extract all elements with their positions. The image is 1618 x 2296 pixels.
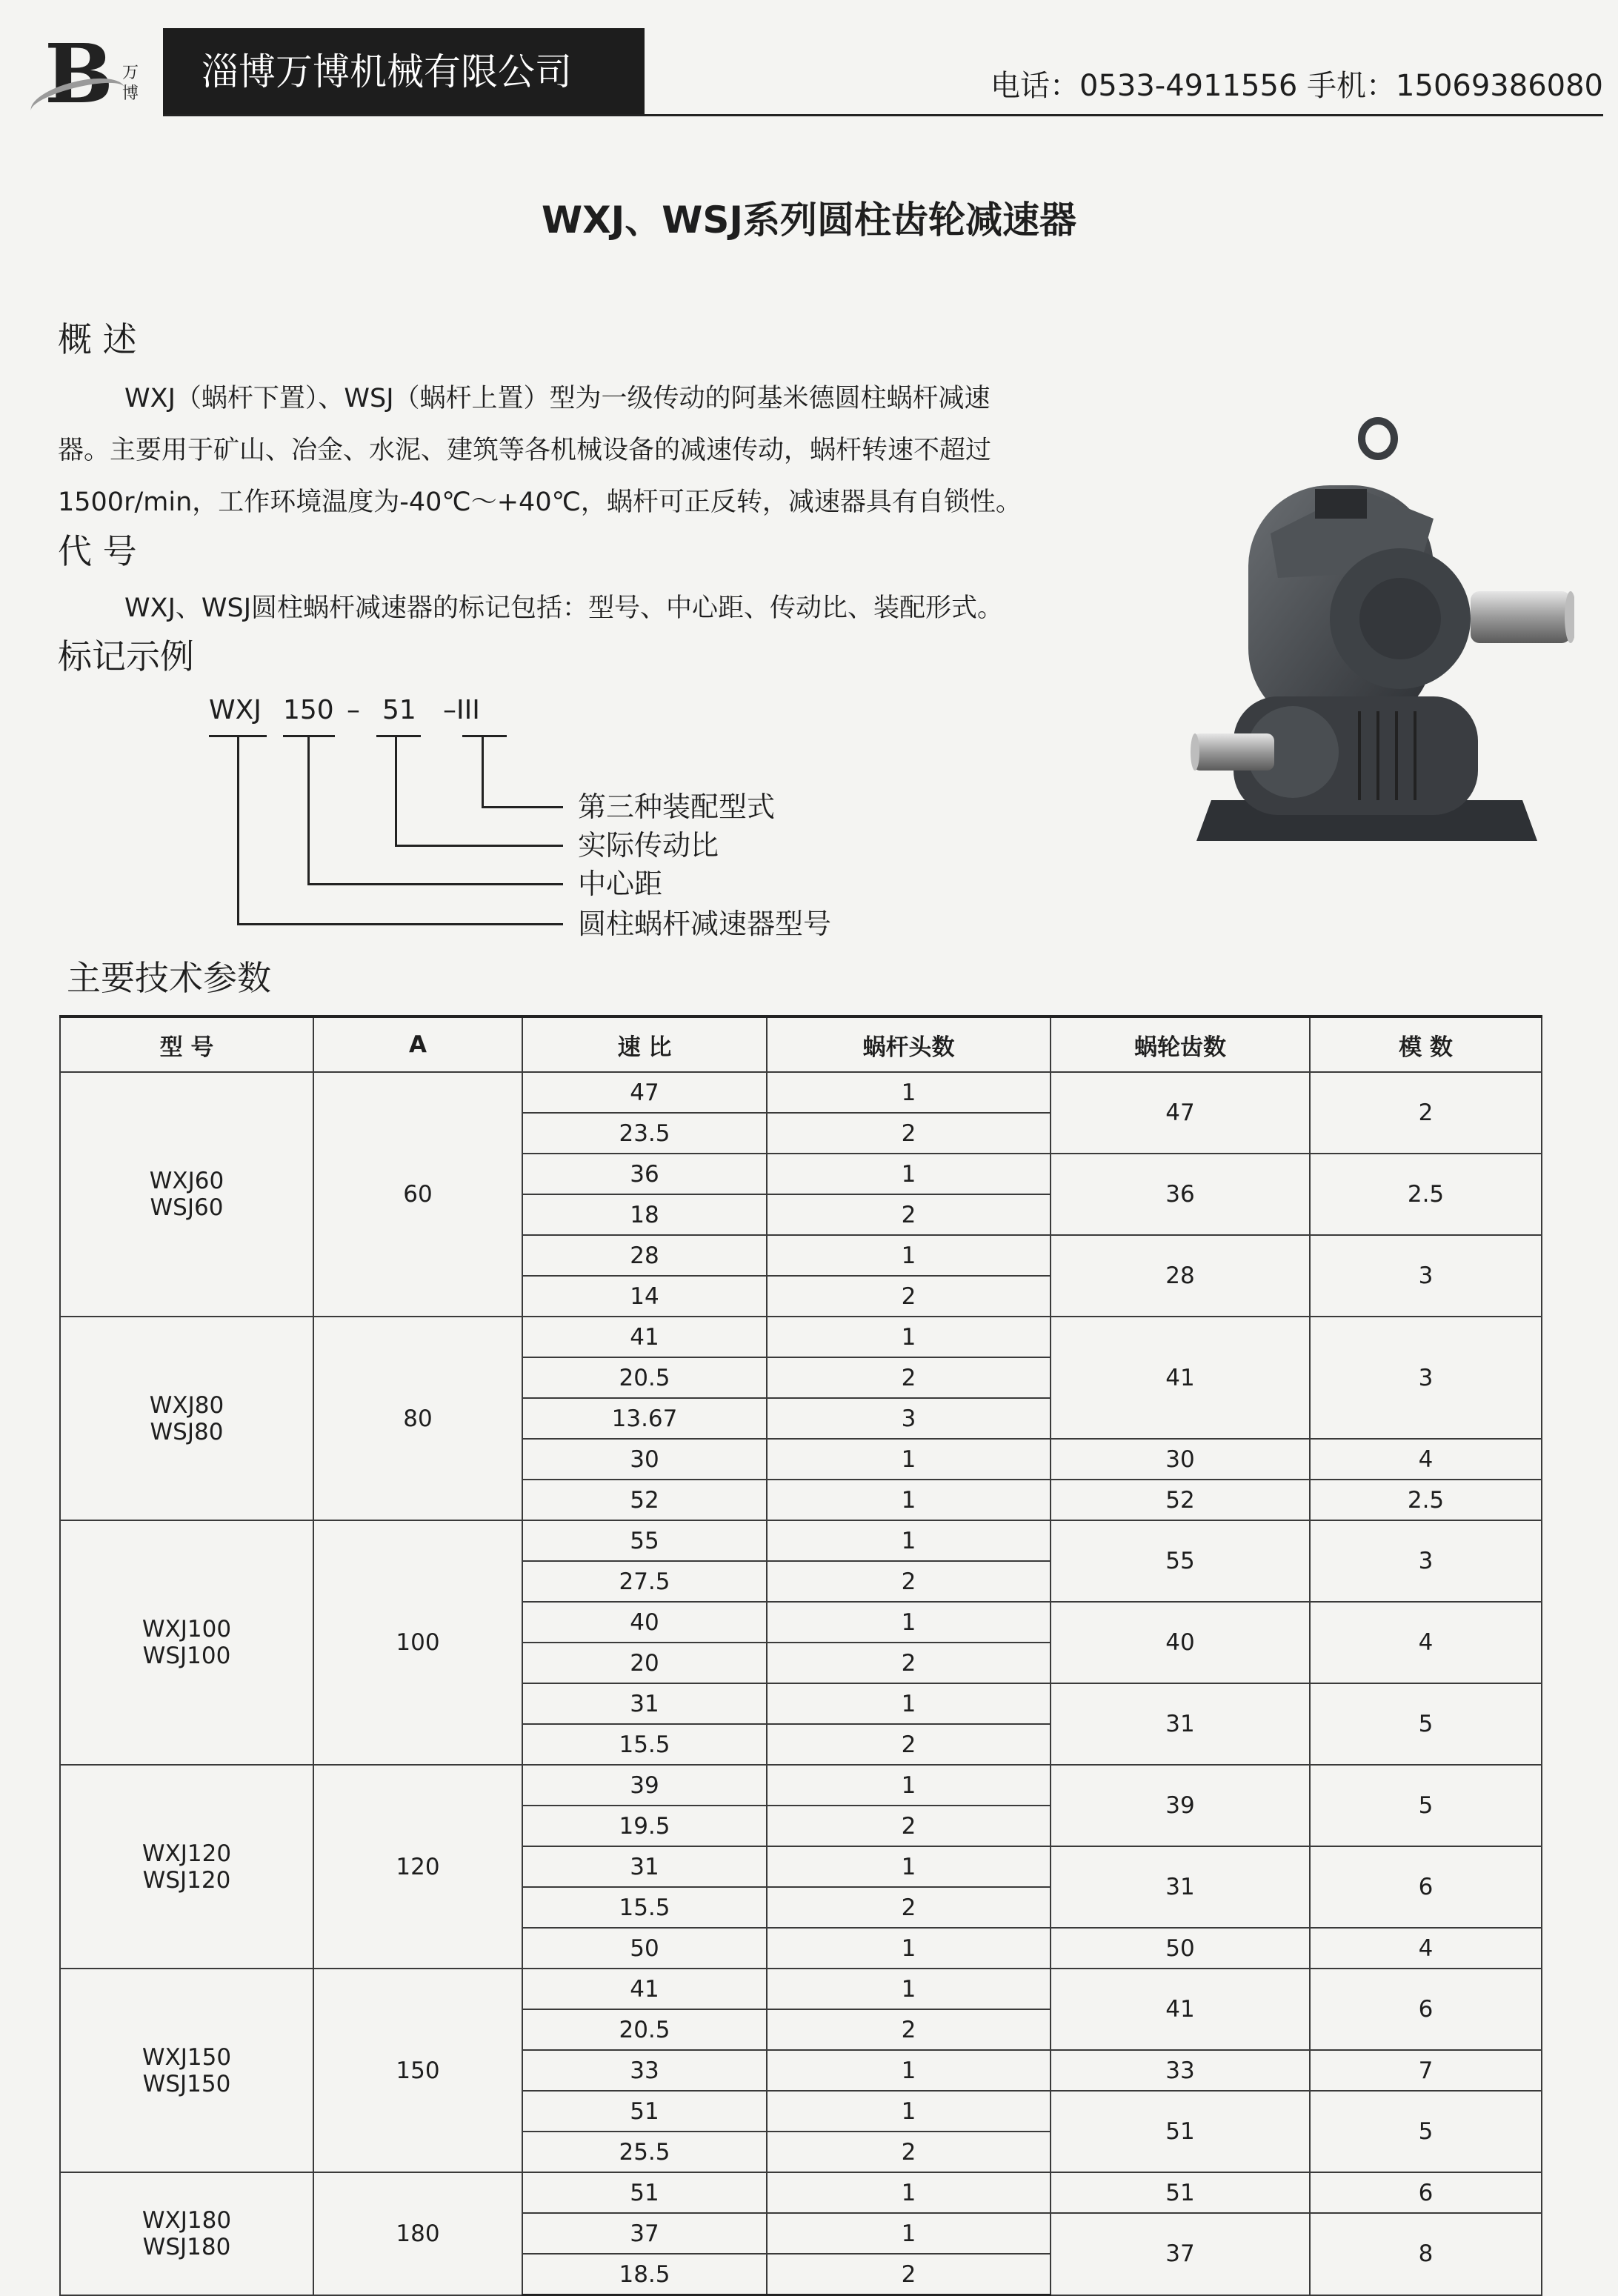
wheel-teeth-cell: 50 xyxy=(1051,1928,1310,1969)
worm-heads-cell: 2 xyxy=(767,1194,1051,1235)
module-cell: 4 xyxy=(1310,1439,1542,1480)
connector-line xyxy=(395,845,563,847)
model-name: WXJ60 xyxy=(149,1168,224,1194)
ratio-cell: 52 xyxy=(522,1480,767,1520)
ratio-cell: 20.5 xyxy=(522,1357,767,1398)
contact-info: 电话：0533-4911556 手机：15069386080 xyxy=(990,69,1603,103)
worm-heads-cell: 1 xyxy=(767,2172,1051,2213)
module-cell: 2.5 xyxy=(1310,1480,1542,1520)
ratio-cell: 37 xyxy=(522,2213,767,2254)
worm-heads-cell: 1 xyxy=(767,1154,1051,1194)
table-row xyxy=(60,1072,1542,1113)
ratio-cell: 27.5 xyxy=(522,1561,767,1602)
model-name: WSJ150 xyxy=(142,2070,231,2097)
ratio-cell: 47 xyxy=(522,1072,767,1113)
wheel-teeth-cell: 28 xyxy=(1051,1235,1310,1317)
worm-heads-cell: 1 xyxy=(767,1317,1051,1357)
company-logo xyxy=(30,26,163,122)
worm-heads-cell: 1 xyxy=(767,1846,1051,1887)
page-title: WXJ、WSJ系列圆柱齿轮减速器 xyxy=(541,199,1077,242)
wheel-teeth-cell: 31 xyxy=(1051,1683,1310,1765)
ratio-cell: 19.5 xyxy=(522,1806,767,1846)
module-cell: 2 xyxy=(1310,1072,1542,1154)
table-row xyxy=(60,2172,1542,2213)
header-rule xyxy=(163,114,1603,116)
worm-heads-cell: 1 xyxy=(767,1602,1051,1643)
module-cell: 5 xyxy=(1310,1683,1542,1765)
example-part-model: WXJ xyxy=(209,695,262,725)
worm-heads-cell: 1 xyxy=(767,1928,1051,1969)
worm-heads-cell: 1 xyxy=(767,2091,1051,2132)
model-cell xyxy=(60,1317,313,1520)
ratio-cell: 41 xyxy=(522,1317,767,1357)
table-row xyxy=(60,1520,1542,1561)
worm-heads-cell: 2 xyxy=(767,1357,1051,1398)
model-cell xyxy=(60,1520,313,1765)
worm-heads-cell: 1 xyxy=(767,1439,1051,1480)
header-center-distance: A xyxy=(313,1016,522,1072)
table-body xyxy=(60,1072,1542,2295)
ratio-cell: 51 xyxy=(522,2091,767,2132)
module-cell: 3 xyxy=(1310,1520,1542,1602)
example-label: 圆柱蜗杆减速器型号 xyxy=(578,908,832,940)
connector-line xyxy=(482,736,484,808)
center-distance-cell: 100 xyxy=(313,1520,522,1765)
ratio-cell: 41 xyxy=(522,1969,767,2009)
ratio-cell: 25.5 xyxy=(522,2132,767,2172)
module-cell: 7 xyxy=(1310,2050,1542,2091)
ratio-cell: 20 xyxy=(522,1643,767,1683)
example-label: 中心距 xyxy=(578,868,663,900)
module-cell: 5 xyxy=(1310,2091,1542,2172)
wheel-teeth-cell: 51 xyxy=(1051,2172,1310,2213)
model-name: WXJ80 xyxy=(149,1391,224,1419)
worm-heads-cell: 2 xyxy=(767,2009,1051,2050)
center-distance-cell: 180 xyxy=(313,2172,522,2295)
ratio-cell: 39 xyxy=(522,1765,767,1806)
worm-heads-cell: 1 xyxy=(767,2213,1051,2254)
logo-text-char: 博 xyxy=(122,84,139,103)
worm-heads-cell: 2 xyxy=(767,1887,1051,1928)
center-distance-cell: 150 xyxy=(313,1969,522,2172)
ratio-cell: 20.5 xyxy=(522,2009,767,2050)
wheel-teeth-cell: 36 xyxy=(1051,1154,1310,1235)
example-part-assembly: –III xyxy=(443,695,480,725)
connector-line xyxy=(395,736,397,846)
module-cell: 8 xyxy=(1310,2213,1542,2295)
model-cell xyxy=(60,1072,313,1317)
ratio-cell: 14 xyxy=(522,1276,767,1317)
underline-ratio xyxy=(376,735,421,737)
ratio-cell: 33 xyxy=(522,2050,767,2091)
model-name: WSJ180 xyxy=(142,2233,231,2260)
table-header-row xyxy=(60,1016,1542,1072)
logo-text-char: 万 xyxy=(122,64,139,82)
module-cell: 6 xyxy=(1310,1969,1542,2050)
overview-line: 1500r/min，工作环境温度为-40℃～+40℃，蜗杆可正反转，减速器具有自锁性。 xyxy=(58,488,1022,517)
model-cell xyxy=(60,2172,313,2295)
company-name: 淄博万博机械有限公司 xyxy=(163,28,645,116)
header-ratio: 速 比 xyxy=(522,1016,767,1072)
module-cell: 3 xyxy=(1310,1235,1542,1317)
ratio-cell: 18 xyxy=(522,1194,767,1235)
module-cell: 2.5 xyxy=(1310,1154,1542,1235)
table-row xyxy=(60,1765,1542,1806)
wheel-teeth-cell: 40 xyxy=(1051,1602,1310,1683)
ratio-cell: 28 xyxy=(522,1235,767,1276)
worm-heads-cell: 1 xyxy=(767,1480,1051,1520)
ratio-cell: 31 xyxy=(522,1683,767,1724)
worm-heads-cell: 2 xyxy=(767,1643,1051,1683)
example-part-center: 150 xyxy=(283,695,334,725)
example-label: 实际传动比 xyxy=(578,829,719,862)
model-name: WXJ180 xyxy=(142,2206,232,2234)
center-distance-cell: 120 xyxy=(313,1765,522,1969)
worm-heads-cell: 1 xyxy=(767,1072,1051,1113)
logo-letter: B xyxy=(44,26,113,122)
wheel-teeth-cell: 41 xyxy=(1051,1969,1310,2050)
connector-line xyxy=(237,923,563,925)
wheel-teeth-cell: 47 xyxy=(1051,1072,1310,1154)
center-distance-cell: 60 xyxy=(313,1072,522,1317)
worm-heads-cell: 1 xyxy=(767,2050,1051,2091)
worm-heads-cell: 2 xyxy=(767,1561,1051,1602)
connector-line xyxy=(482,806,563,808)
overview-heading: 概 述 xyxy=(58,319,137,359)
ratio-cell: 55 xyxy=(522,1520,767,1561)
ratio-cell: 50 xyxy=(522,1928,767,1969)
ratio-cell: 18.5 xyxy=(522,2254,767,2295)
connector-line xyxy=(237,736,239,925)
underline-assembly xyxy=(462,735,507,737)
center-distance-cell: 80 xyxy=(313,1317,522,1520)
example-part-dash: – xyxy=(347,695,360,725)
overview-line: WXJ（蜗杆下置）、WSJ（蜗杆上置）型为一级传动的阿基米德圆柱蜗杆减速 xyxy=(124,384,991,413)
header-worm-heads: 蜗杆头数 xyxy=(767,1016,1051,1072)
reducer-product-photo xyxy=(1189,415,1574,859)
model-name: WSJ80 xyxy=(150,1418,224,1445)
module-cell: 4 xyxy=(1310,1928,1542,1969)
worm-heads-cell: 2 xyxy=(767,1806,1051,1846)
worm-heads-cell: 2 xyxy=(767,2254,1051,2295)
module-cell: 3 xyxy=(1310,1317,1542,1439)
header-model: 型 号 xyxy=(60,1016,313,1072)
example-label: 第三种装配型式 xyxy=(578,791,776,823)
wheel-teeth-cell: 33 xyxy=(1051,2050,1310,2091)
module-cell: 4 xyxy=(1310,1602,1542,1683)
ratio-cell: 15.5 xyxy=(522,1724,767,1765)
wheel-teeth-cell: 39 xyxy=(1051,1765,1310,1846)
code-description: WXJ、WSJ圆柱蜗杆减速器的标记包括：型号、中心距、传动比、装配形式。 xyxy=(124,593,1004,623)
worm-heads-cell: 1 xyxy=(767,1683,1051,1724)
model-name: WXJ100 xyxy=(142,1616,232,1643)
ratio-cell: 23.5 xyxy=(522,1113,767,1154)
model-cell xyxy=(60,1969,313,2172)
model-cell xyxy=(60,1765,313,1969)
connector-line xyxy=(307,736,310,885)
ratio-cell: 40 xyxy=(522,1602,767,1643)
worm-heads-cell: 2 xyxy=(767,1113,1051,1154)
wheel-teeth-cell: 31 xyxy=(1051,1846,1310,1928)
wheel-teeth-cell: 51 xyxy=(1051,2091,1310,2172)
ratio-cell: 15.5 xyxy=(522,1887,767,1928)
module-cell: 6 xyxy=(1310,1846,1542,1928)
model-name: WSJ100 xyxy=(142,1643,231,1669)
worm-heads-cell: 1 xyxy=(767,1969,1051,2009)
overview-line: 器。主要用于矿山、冶金、水泥、建筑等各机械设备的减速传动，蜗杆转速不超过 xyxy=(58,436,992,465)
worm-heads-cell: 2 xyxy=(767,1724,1051,1765)
ratio-cell: 31 xyxy=(522,1846,767,1887)
wheel-teeth-cell: 41 xyxy=(1051,1317,1310,1439)
ratio-cell: 51 xyxy=(522,2172,767,2213)
logo-text xyxy=(122,63,139,104)
worm-heads-cell: 2 xyxy=(767,1276,1051,1317)
worm-heads-cell: 1 xyxy=(767,1235,1051,1276)
wheel-teeth-cell: 52 xyxy=(1051,1480,1310,1520)
wheel-teeth-cell: 37 xyxy=(1051,2213,1310,2295)
example-heading: 标记示例 xyxy=(58,636,194,676)
model-name: WSJ120 xyxy=(142,1866,231,1894)
model-name: WXJ120 xyxy=(142,1840,232,1867)
code-heading: 代 号 xyxy=(58,531,137,571)
worm-heads-cell: 3 xyxy=(767,1398,1051,1439)
model-name: WXJ150 xyxy=(142,2043,232,2071)
header-module: 模 数 xyxy=(1310,1016,1542,1072)
parameters-table xyxy=(59,1015,1542,2296)
module-cell: 5 xyxy=(1310,1765,1542,1846)
worm-heads-cell: 1 xyxy=(767,1520,1051,1561)
header-wheel-teeth: 蜗轮齿数 xyxy=(1051,1016,1310,1072)
worm-heads-cell: 1 xyxy=(767,1765,1051,1806)
table-row xyxy=(60,1969,1542,2009)
worm-heads-cell: 2 xyxy=(767,2132,1051,2172)
ratio-cell: 36 xyxy=(522,1154,767,1194)
module-cell: 6 xyxy=(1310,2172,1542,2213)
ratio-cell: 13.67 xyxy=(522,1398,767,1439)
table-row xyxy=(60,1317,1542,1357)
wheel-teeth-cell: 55 xyxy=(1051,1520,1310,1602)
model-name: WSJ60 xyxy=(150,1194,224,1221)
params-heading: 主要技术参数 xyxy=(67,958,271,998)
example-part-ratio: 51 xyxy=(382,695,416,725)
connector-line xyxy=(307,883,563,885)
ratio-cell: 30 xyxy=(522,1439,767,1480)
wheel-teeth-cell: 30 xyxy=(1051,1439,1310,1480)
